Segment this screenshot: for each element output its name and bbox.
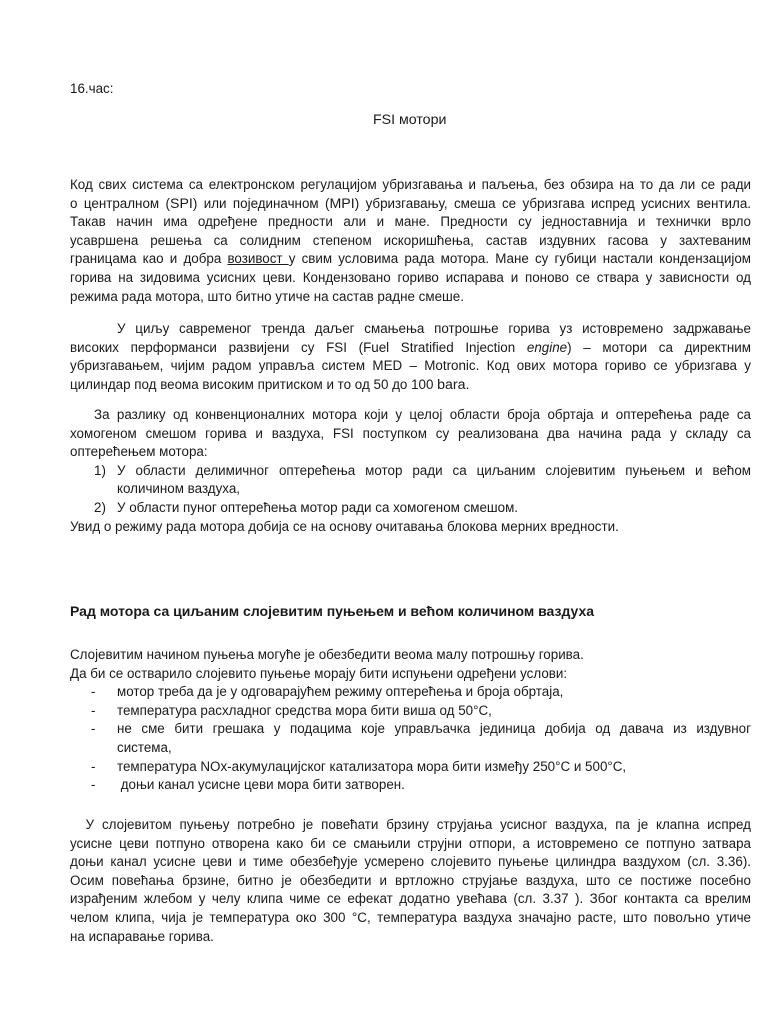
text-line: Да би се остварило слојевито пуњење морају бити испуњени одређени услови:	[70, 665, 568, 681]
text-line: Такав начин има одређене предности али и мане. Предности су једноставнија и технички врло	[70, 214, 751, 230]
text-line: горива на зидовима усисних цеви. Кондензовано гориво испарава и поново се ствара у зависности од	[70, 269, 751, 285]
text-line: Слојевитим начином пуњења могуће је обезбедити веома малу потрошњу горива.	[70, 647, 584, 662]
text-line: високих перформанси развијени су FSI (Fuel Stratified Injection engine) – мотори са директним	[70, 339, 751, 355]
text-line: границама као и добра возивост у свим условима рада мотора. Мане су губици настали кондензацијом	[70, 251, 751, 267]
text-line: убризгавањем, чијим радом управља систем MED – Motronic. Код ових мотора гориво се убризгава у	[70, 358, 751, 374]
page-title: FSI мотори	[373, 112, 447, 128]
list-marker: -	[91, 702, 96, 718]
list-marker: -	[91, 777, 96, 793]
list-marker: -	[91, 721, 96, 737]
text-line: Увид о режиму рада мотора добија се на основу очитавања блокова мерних вредности.	[70, 518, 619, 534]
text-line: У слојевитом пуњењу потребно је повећати брзину струјања усисног ваздуха, па је клапна испред	[70, 817, 751, 832]
paragraph-modes	[70, 406, 751, 536]
list-marker: 2)	[94, 499, 106, 515]
list-marker: 1)	[94, 462, 106, 478]
lesson-label: 16.час:	[70, 81, 114, 96]
text-line: на испаравање горива.	[70, 928, 214, 944]
list-item: - температура расхладног средства мора бити виша од 50°C,	[70, 702, 751, 721]
section-heading: Рад мотора са циљаним слојевитим пуњењем и већом количином ваздуха	[70, 603, 595, 619]
list-item: 2) У области пуног оптерећења мотор ради са хомогеном смешом.	[70, 499, 751, 518]
text-line: За разлику од конвенционалних мотора који у целој области броја обртаја и оптерећења раде са	[94, 407, 751, 422]
text-line: Осим повећања брзине, битно је обезбедити и вртложно струјање ваздуха, што се постиже посебно	[70, 872, 751, 888]
list-item: - температура NOx-акумулацијског катализатора мора бити између 250°C и 500°C,	[70, 758, 751, 777]
section-conditions	[70, 646, 751, 795]
list-item: 1) У области делимичног оптерећења мотор ради са циљаним слојевитим пуњењем и већом количином ваздуха,	[94, 462, 751, 497]
text-line: доњи канал усисне цеви и тиме обезбеђује усмерено слојевито пуњење цилиндра ваздухом (сл. 3.36).	[70, 854, 751, 870]
text-line: У циљу савременог тренда даљег смањења потрошње горива уз истовремено задржавање	[117, 321, 751, 336]
text-line: оптерећењем мотора:	[70, 444, 208, 460]
text-line: израђеним жлебом у челу клипа чиме се ефекат додатно увећава (сл. 3.37 ). Због контакта са врелим	[70, 891, 751, 907]
list-marker: -	[91, 758, 96, 774]
text-line: о централном (SPI) или појединачном (MPI) убризгавању, смеша се убризгава испред усисних вентила.	[70, 195, 751, 212]
text-line: режима рада мотора, што битно утиче на састав радне смеше.	[70, 288, 464, 304]
conditions-list	[70, 683, 751, 795]
numbered-list	[70, 462, 751, 518]
text-line: цилиндар под веома високим притиском и то од 50 до 100 bara.	[70, 376, 470, 393]
text-line: челом клипа, чија је температура око 300 °C, температура ваздуха значајно расте, што повољно утиче	[70, 909, 751, 925]
list-marker: -	[91, 684, 96, 700]
paragraph-fsi	[70, 320, 751, 394]
paragraph-stratified	[70, 816, 751, 946]
text-line: усавршена решења са солидним степеном искоришћења, састав издувних гасова у захтеваним	[70, 232, 751, 248]
list-item: - мотор треба да је у одговарајућем режиму оптерећења и броја обртаја,	[70, 683, 751, 702]
underlined-term: возивост	[227, 251, 289, 267]
text-line: Код свих система са електронском регулацијом убризгавања и паљења, без обзира на то да ли се ради	[70, 177, 751, 192]
list-item: - доњи канал усисне цеви мора бити затворен.	[70, 776, 751, 795]
text-line: усисне цеви потпуно отворена како би се смањили струјни отпори, а истовремено се потпуно затвара	[70, 835, 751, 851]
paragraph-intro	[70, 176, 751, 306]
list-item: - не сме бити грешака у подацима које управљачка јединица добија од давача из издувног система,	[91, 721, 751, 755]
text-line: хомогеном смешом горива и ваздуха, FSI поступком су реализована два начина рада у складу са	[70, 425, 751, 441]
